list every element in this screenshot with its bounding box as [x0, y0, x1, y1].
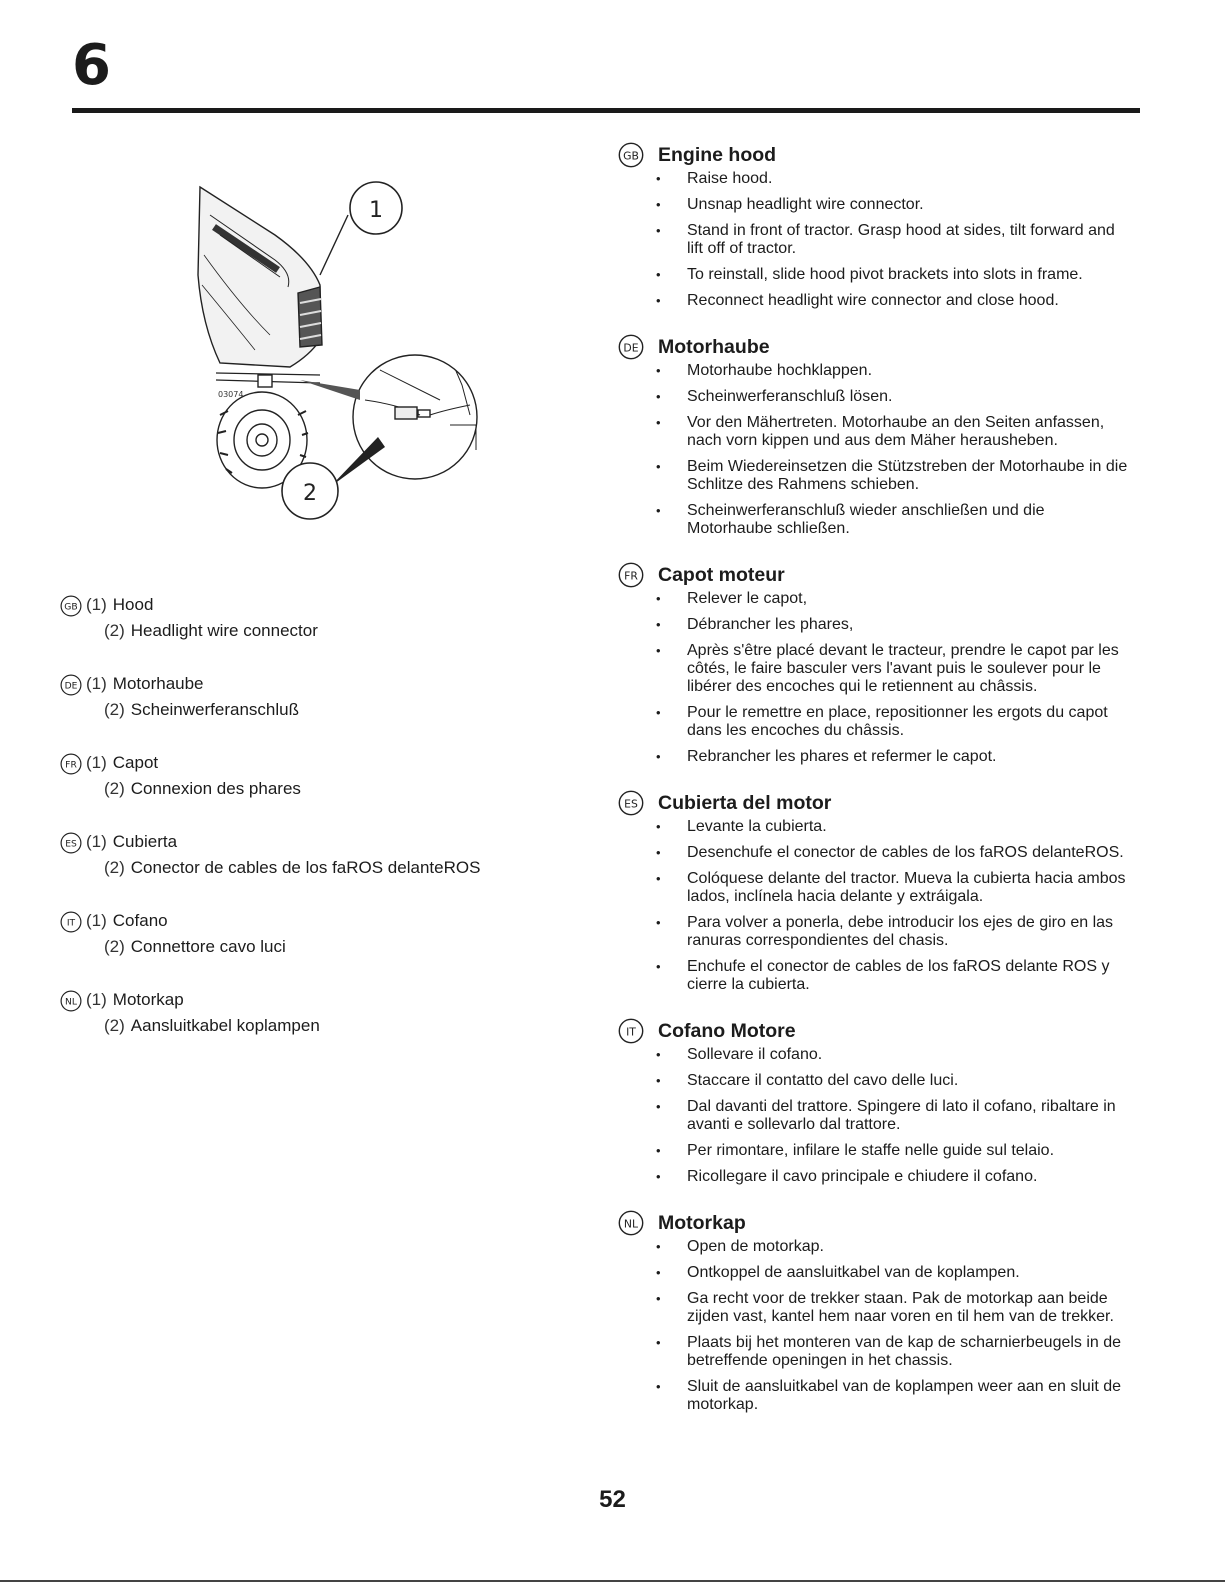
- hood-illustration: [180, 175, 500, 550]
- step-list: [618, 362, 1128, 538]
- language-gb-icon: [618, 142, 644, 168]
- svg-text:NL: NL: [623, 1217, 639, 1231]
- step-list: [618, 818, 1128, 994]
- language-nl-icon: [60, 990, 82, 1012]
- legend-number: (2): [104, 700, 125, 719]
- step-item: • Raise hood.: [618, 170, 1128, 188]
- legend-group-gb: [60, 592, 540, 644]
- legend-number: (2): [104, 858, 125, 877]
- section-it: [618, 1016, 1128, 1186]
- step-item: • Reconnect headlight wire connector and close hood.: [618, 292, 1128, 310]
- section-es: [618, 788, 1128, 994]
- legend-line: [60, 934, 540, 960]
- step-item: • Sluit de aansluitkabel van de koplampen weer aan en sluit de motorkap.: [618, 1378, 1128, 1414]
- step-list: [618, 1238, 1128, 1414]
- legend-number: (1): [86, 595, 107, 614]
- section-title: Engine hood: [658, 143, 777, 166]
- language-es-icon: [618, 790, 644, 816]
- legend-item-label: Conector de cables de los faROS delanteROS: [130, 858, 481, 877]
- legend-number: (2): [104, 1016, 125, 1035]
- legend-group-de: [60, 671, 540, 723]
- legend-line: [60, 697, 540, 723]
- step-item: • Levante la cubierta.: [618, 818, 1128, 836]
- svg-text:GB: GB: [623, 149, 639, 163]
- legend-item-label: Connexion des phares: [130, 779, 301, 798]
- step-item: • Pour le remettre en place, repositionner les ergots du capot dans les encoches du châssis.: [618, 704, 1128, 740]
- section-heading: [618, 1208, 1128, 1238]
- svg-text:DE: DE: [64, 680, 78, 692]
- legend-line: [60, 750, 540, 776]
- section-heading: [618, 1016, 1128, 1046]
- step-item: • Scheinwerferanschluß wieder anschließen und die Motorhaube schließen.: [618, 502, 1128, 538]
- callout-1: 1: [369, 198, 383, 223]
- legend-line: [60, 592, 540, 618]
- step-item: • Colóquese delante del tractor. Mueva la cubierta hacia ambos lados, inclínela hacia delante y extráigala.: [618, 870, 1128, 906]
- svg-text:DE: DE: [623, 341, 639, 355]
- section-heading: [618, 140, 1128, 170]
- legend-group-nl: [60, 987, 540, 1039]
- header-rule: [72, 108, 1140, 113]
- legend-number: (1): [86, 674, 107, 693]
- step-item: • Plaats bij het monteren van de kap de scharnierbeugels in de betreffende openingen in het chassis.: [618, 1334, 1128, 1370]
- legend-item-label: Aansluitkabel koplampen: [130, 1016, 320, 1035]
- step-item: • Dal davanti del trattore. Spingere di lato il cofano, ribaltare in avanti e sollevarlo dal trattore.: [618, 1098, 1128, 1134]
- footer-rule: [0, 1580, 1225, 1582]
- step-list: [618, 170, 1128, 310]
- legend-item-label: Headlight wire connector: [130, 621, 318, 640]
- step-item: • Para volver a ponerla, debe introducir los ejes de giro en las ranuras correspondientes del chasis.: [618, 914, 1128, 950]
- svg-text:FR: FR: [624, 569, 638, 583]
- language-de-icon: [60, 674, 82, 696]
- step-item: • Staccare il contatto del cavo delle luci.: [618, 1072, 1128, 1090]
- step-item: • Enchufe el conector de cables de los faROS delante ROS y cierre la cubierta.: [618, 958, 1128, 994]
- legend-number: (2): [104, 937, 125, 956]
- section-heading: [618, 332, 1128, 362]
- step-item: • Open de motorkap.: [618, 1238, 1128, 1256]
- step-item: • Ricollegare il cavo principale e chiudere il cofano.: [618, 1168, 1128, 1186]
- step-list: [618, 590, 1128, 766]
- legend-number: (2): [104, 621, 125, 640]
- section-title: Capot moteur: [658, 563, 785, 586]
- instruction-sections: [618, 140, 1128, 1436]
- legend-item-label: Cubierta: [112, 832, 178, 851]
- legend-line: [60, 855, 540, 881]
- section-title: Motorhaube: [658, 335, 770, 358]
- section-title: Cofano Motore: [658, 1019, 796, 1042]
- step-item: • Relever le capot,: [618, 590, 1128, 608]
- section-de: [618, 332, 1128, 538]
- language-nl-icon: [618, 1210, 644, 1236]
- callout-2: 2: [303, 481, 317, 506]
- step-item: • Per rimontare, infilare le staffe nelle guide sul telaio.: [618, 1142, 1128, 1160]
- legend-line: [60, 776, 540, 802]
- legend-number: (1): [86, 832, 107, 851]
- legend-number: (1): [86, 753, 107, 772]
- section-nl: [618, 1208, 1128, 1414]
- chapter-number: 6: [72, 33, 111, 98]
- step-list: [618, 1046, 1128, 1186]
- language-it-icon: [618, 1018, 644, 1044]
- step-item: • Stand in front of tractor. Grasp hood at sides, tilt forward and lift off of tractor.: [618, 222, 1128, 258]
- legend-item-label: Hood: [112, 595, 154, 614]
- language-gb-icon: [60, 595, 82, 617]
- legend-item-label: Motorhaube: [112, 674, 204, 693]
- legend-group-it: [60, 908, 540, 960]
- legend-line: [60, 829, 540, 855]
- legend-number: (2): [104, 779, 125, 798]
- page-number: 52: [599, 1486, 626, 1513]
- section-title: Motorkap: [658, 1211, 746, 1234]
- language-fr-icon: [60, 753, 82, 775]
- parts-legend: [60, 592, 540, 1066]
- step-item: • To reinstall, slide hood pivot brackets into slots in frame.: [618, 266, 1128, 284]
- step-item: • Rebrancher les phares et refermer le capot.: [618, 748, 1128, 766]
- legend-item-label: Scheinwerferanschluß: [130, 700, 299, 719]
- svg-text:IT: IT: [66, 917, 76, 929]
- section-heading: [618, 788, 1128, 818]
- language-de-icon: [618, 334, 644, 360]
- step-item: • Après s'être placé devant le tracteur, prendre le capot par les côtés, le faire basculer vers l'avant puis le soulever pour le libérer des encoches qui le retiennent au châssis.: [618, 642, 1128, 696]
- hood-drawing: [198, 187, 322, 488]
- legend-number: (1): [86, 990, 107, 1009]
- step-item: • Unsnap headlight wire connector.: [618, 196, 1128, 214]
- legend-line: [60, 671, 540, 697]
- svg-text:NL: NL: [65, 996, 77, 1008]
- legend-number: (1): [86, 911, 107, 930]
- svg-text:FR: FR: [65, 759, 77, 771]
- legend-line: [60, 1013, 540, 1039]
- part-code: 03074: [218, 390, 244, 399]
- step-item: • Beim Wiedereinsetzen die Stützstreben der Motorhaube in die Schlitze des Rahmens schieben.: [618, 458, 1128, 494]
- svg-text:ES: ES: [65, 838, 77, 850]
- legend-item-label: Connettore cavo luci: [130, 937, 286, 956]
- legend-line: [60, 618, 540, 644]
- section-fr: [618, 560, 1128, 766]
- section-gb: [618, 140, 1128, 310]
- legend-line: [60, 908, 540, 934]
- step-item: • Desenchufe el conector de cables de los faROS delanteROS.: [618, 844, 1128, 862]
- svg-text:ES: ES: [624, 797, 638, 811]
- language-fr-icon: [618, 562, 644, 588]
- connector-detail: [353, 355, 477, 479]
- step-item: • Ontkoppel de aansluitkabel van de koplampen.: [618, 1264, 1128, 1282]
- legend-item-label: Cofano: [112, 911, 168, 930]
- language-it-icon: [60, 911, 82, 933]
- legend-item-label: Capot: [112, 753, 159, 772]
- step-item: • Débrancher les phares,: [618, 616, 1128, 634]
- step-item: • Sollevare il cofano.: [618, 1046, 1128, 1064]
- section-heading: [618, 560, 1128, 590]
- step-item: • Ga recht voor de trekker staan. Pak de motorkap aan beide zijden vast, kantel hem naar voren en til hem van de trekker.: [618, 1290, 1128, 1326]
- step-item: • Scheinwerferanschluß lösen.: [618, 388, 1128, 406]
- detail-leader: [300, 380, 360, 400]
- legend-group-es: [60, 829, 540, 881]
- legend-line: [60, 987, 540, 1013]
- section-title: Cubierta del motor: [658, 791, 832, 814]
- step-item: • Vor den Mähertreten. Motorhaube an den Seiten anfassen, nach vorn kippen und aus dem Mäher herausheben.: [618, 414, 1128, 450]
- svg-text:IT: IT: [626, 1025, 636, 1039]
- svg-text:GB: GB: [64, 601, 78, 613]
- legend-group-fr: [60, 750, 540, 802]
- legend-item-label: Motorkap: [112, 990, 184, 1009]
- step-item: • Motorhaube hochklappen.: [618, 362, 1128, 380]
- language-es-icon: [60, 832, 82, 854]
